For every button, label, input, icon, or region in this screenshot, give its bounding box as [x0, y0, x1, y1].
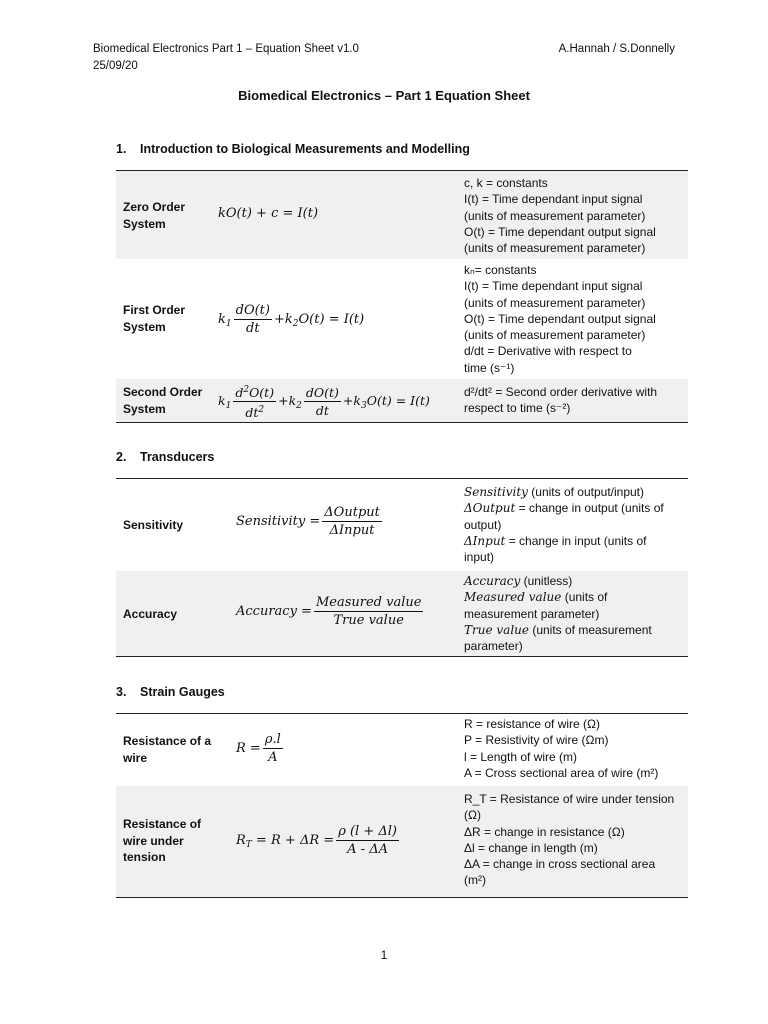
page-title: Biomedical Electronics – Part 1 Equation Sheet [238, 88, 530, 103]
row-label: Resistance of a wire [123, 734, 212, 765]
header-authors: A.Hannah / S.Donnelly [558, 43, 675, 55]
second-order-equation: $k_1$ $\frac{d^2O(t)}{dt^2}$ $+k_2$ $\frac{dO(t)}{dt}$ $+k_3O(t) = I(t)$ [218, 385, 430, 420]
row-label: Zero Order System [123, 200, 186, 231]
table-row [116, 259, 688, 379]
sensitivity-equation: Sensitivity = $\frac{\text{ΔOutput}}{\text{ΔInput}}$ [236, 505, 380, 538]
table-rule [116, 897, 688, 898]
table-row [116, 379, 688, 422]
section-2-heading: 2. Transducers [116, 450, 215, 464]
row-description: R_T = Resistance of wire under tension (Ω) ΔR = change in resistance (Ω) Δl = change in length (m) ΔA = change in cross sectional area (m²) [464, 792, 675, 888]
table-row [116, 714, 688, 786]
section-3-heading: 3. Strain Gauges [116, 685, 225, 699]
row-description: kₙ= constants I(t) = Time dependant input signal (units of measurement parameter) O(t) = Time dependant output signal (units of measurement parameter) d/dt = Derivative with respect to time (s⁻¹) [464, 263, 656, 375]
section-1-heading: 1. Introduction to Biological Measurements and Modelling [116, 142, 470, 156]
row-description: c, k = constants I(t) = Time dependant input signal (units of measurement parameter) O(t) = Time dependant output signal (units of measurement parameter) [464, 176, 656, 256]
row-description: R = resistance of wire (Ω) P = Resistivity of wire (Ωm) l = Length of wire (m) A = Cross sectional area of wire (m²) [464, 717, 659, 780]
table-row [116, 571, 688, 656]
row-description: Sensitivity (units of output/input) ΔOutput = change in output (units of output) ΔInput = change in input (units of input) [464, 485, 664, 565]
header-date: 25/09/20 [93, 60, 138, 72]
resistance-equation: R = $\frac{\rho.l}{A}$ [236, 732, 281, 765]
row-label: Second Order System [123, 385, 203, 416]
table-rule [116, 422, 688, 423]
first-order-equation: $k_1$ $\frac{dO(t)}{dt}$ $+k_2O(t) = I(t)$ [218, 303, 365, 336]
row-label: Sensitivity [123, 518, 184, 532]
table-rule [116, 656, 688, 657]
page-number: 1 [380, 948, 388, 962]
row-label: Accuracy [123, 607, 178, 621]
header-doc-title: Biomedical Electronics Part 1 – Equation Sheet v1.0 [93, 43, 359, 55]
row-label: First Order System [123, 303, 186, 334]
table-row [116, 171, 688, 259]
zero-order-equation: kO(t) + c = I(t) [218, 206, 319, 221]
table-row [116, 479, 688, 571]
row-description: d²/dt² = Second order derivative with respect to time (s⁻²) [464, 385, 658, 416]
row-description: Accuracy (unitless) Measured value (units of measurement parameter) True value (units of measurement parameter) [464, 574, 652, 654]
row-label: Resistance of wire under tension [123, 817, 202, 864]
tension-resistance-equation: $R_T = R + \Delta R$ = $\frac{\rho (l + \Delta l)}{A - \Delta A}$ [236, 824, 397, 857]
accuracy-equation: Accuracy = $\frac{\text{Measured value}}{\text{True value}}$ [236, 595, 422, 628]
table-row [116, 786, 688, 897]
